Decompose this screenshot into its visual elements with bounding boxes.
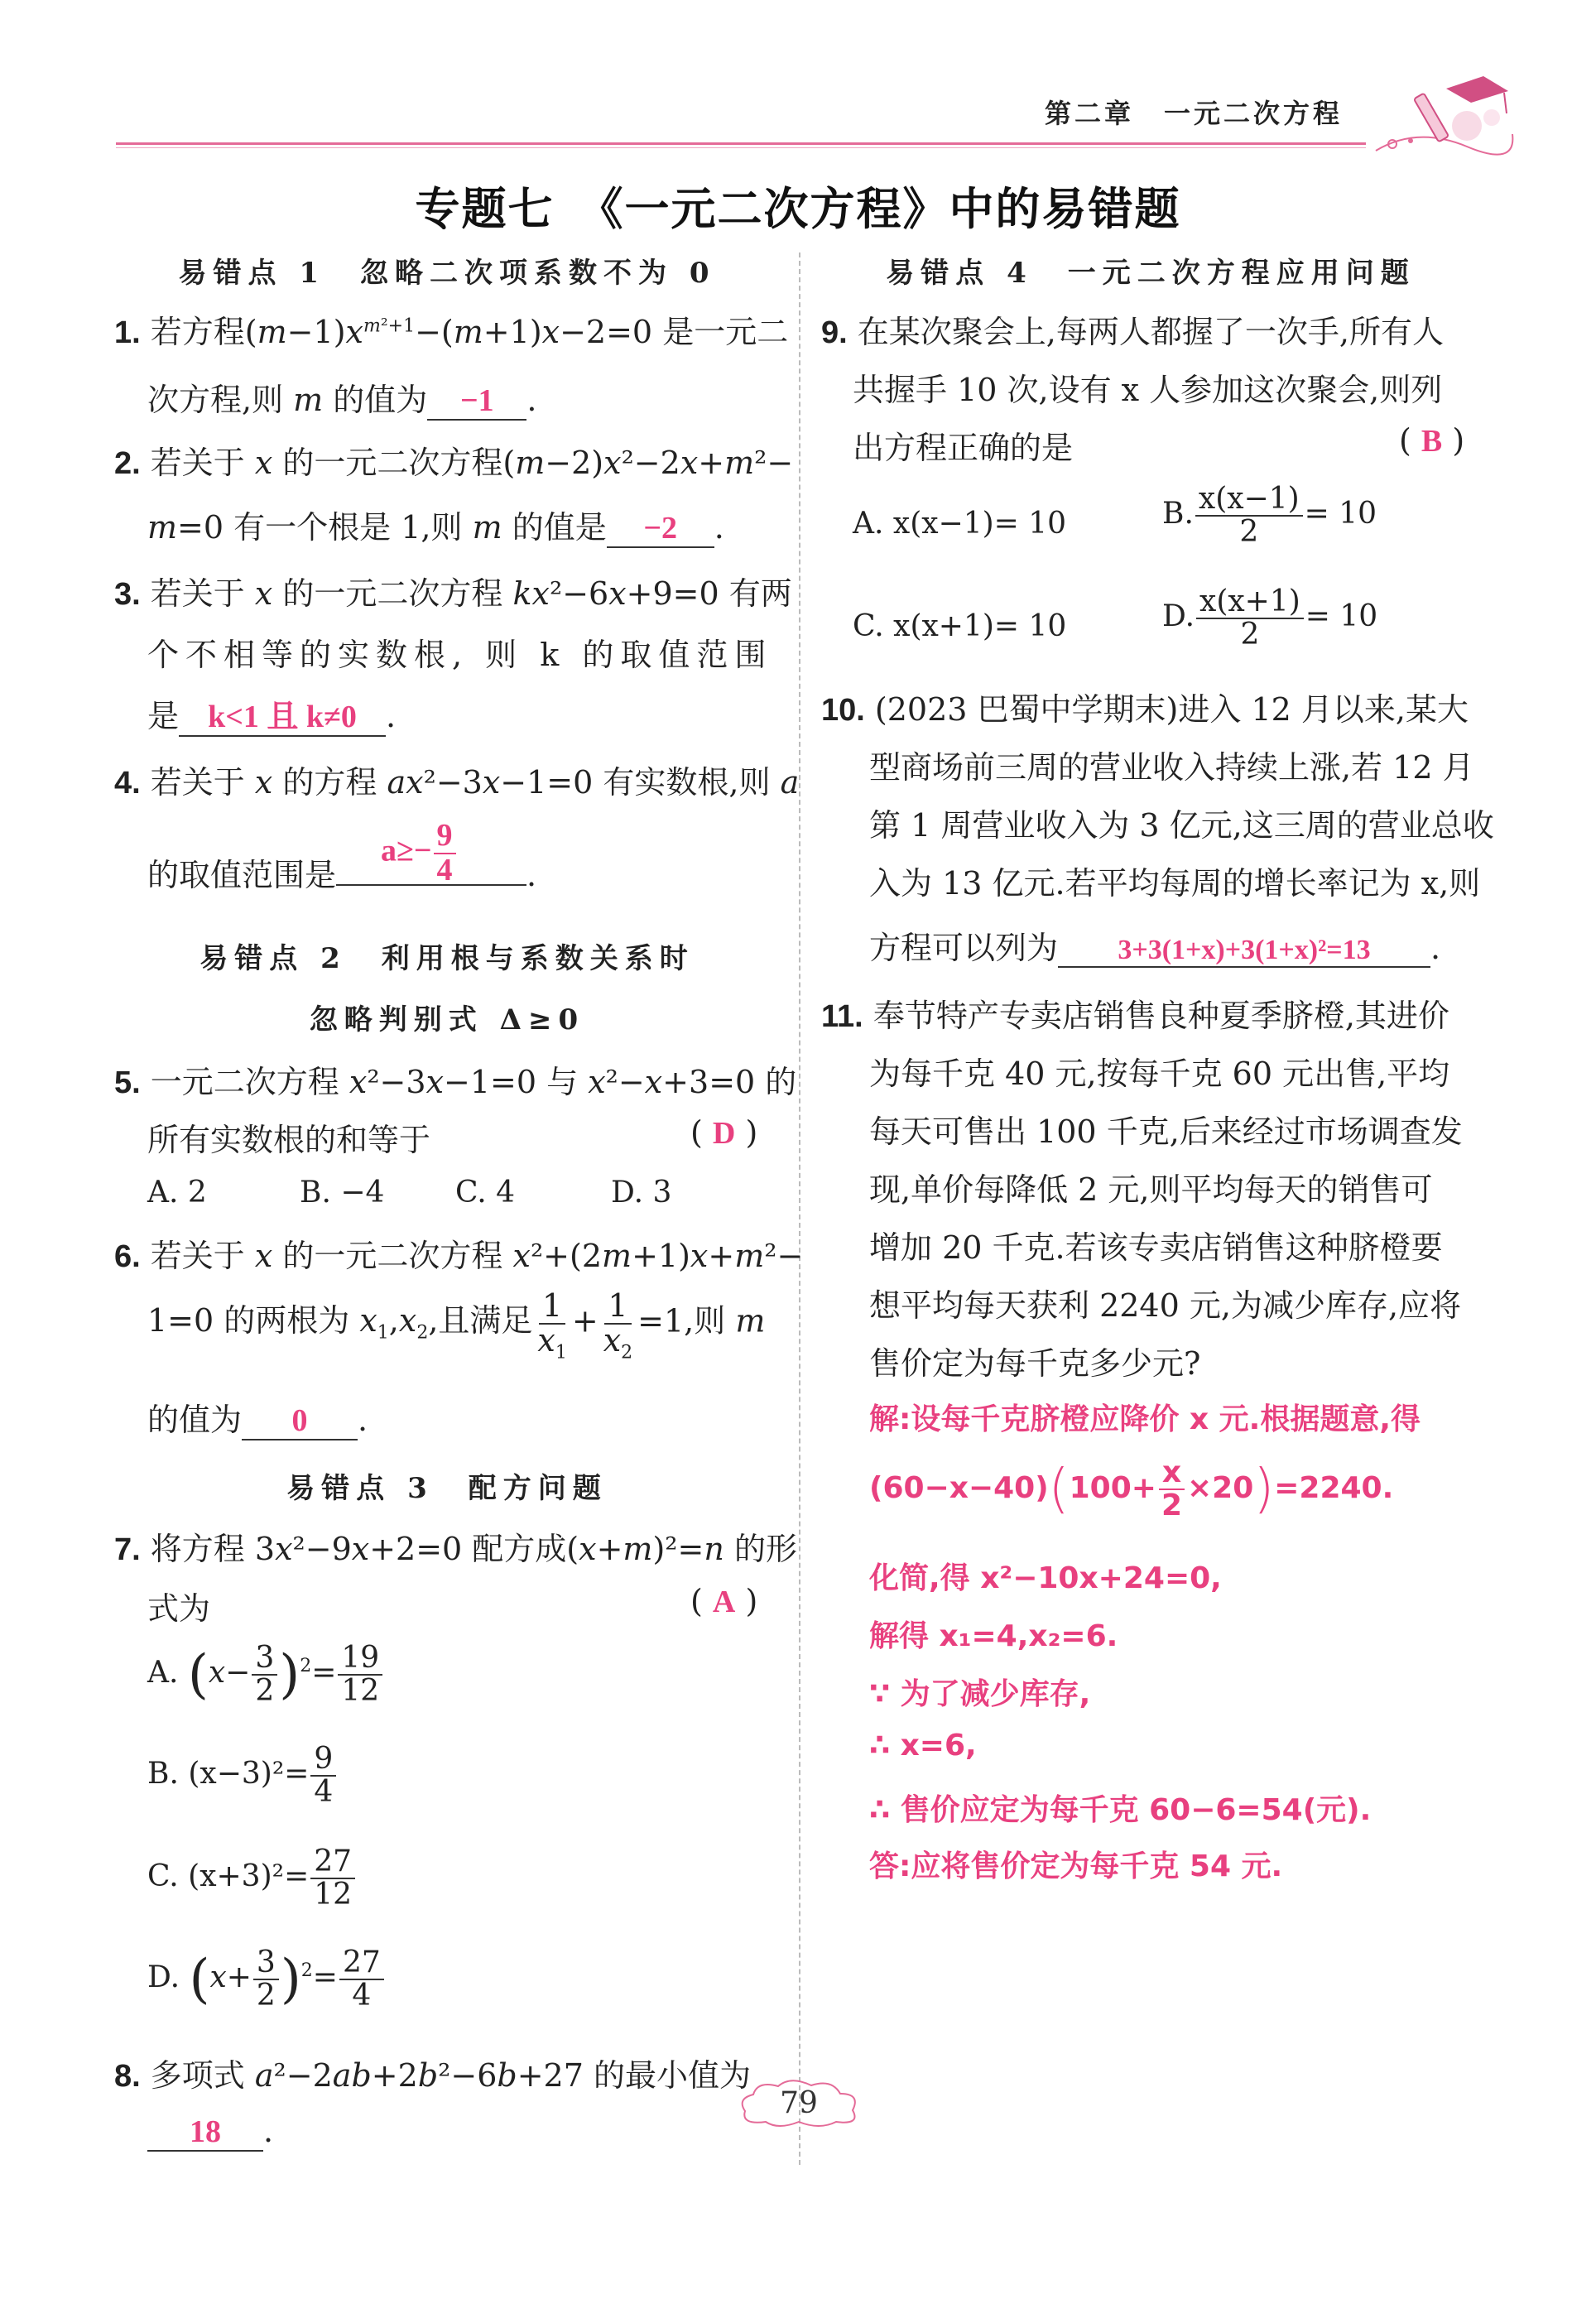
q8-answer-blank[interactable] <box>147 2114 263 2152</box>
q11-line2: 为每千克 40 元,按每千克 60 元出售,平均 <box>869 1056 1450 1092</box>
chapter-header: 第二章 一元二次方程 <box>1045 98 1344 129</box>
q4-line2-text: 的取值范围是 <box>147 857 337 893</box>
q9-option-d-den: 2 <box>1240 617 1260 652</box>
q9-answer: B <box>1421 424 1443 459</box>
solution-frac-num: x <box>1159 1457 1185 1490</box>
q7-answer: A <box>712 1585 736 1619</box>
section-1-heading: 易错点 1 忽略二次项系数不为 0 <box>178 257 716 290</box>
q7-option-c-den: 12 <box>314 1877 353 1912</box>
q5-option-b[interactable]: B. −4 <box>300 1176 385 1210</box>
solution-line2-part3: ×20 <box>1187 1470 1254 1505</box>
q6-answer-blank[interactable] <box>242 1403 358 1440</box>
q9-option-b-num: x(x−1) <box>1195 483 1303 517</box>
q4-number: 4. <box>114 766 141 801</box>
solution-frac-den: 2 <box>1161 1488 1182 1522</box>
q6-line3: 的值为 0 . <box>147 1394 368 1440</box>
section-2-subheading: 忽略判别式 Δ≥0 <box>309 1003 585 1036</box>
solution-line5: ∵ 为了减少库存, <box>869 1677 1091 1711</box>
q7-option-d-num: 3 <box>253 1947 279 1980</box>
q7-option-a-num: 3 <box>252 1642 277 1676</box>
q4-answer-num: 9 <box>434 820 456 854</box>
q9-option-a[interactable]: A. x(x−1)= 10 <box>853 507 1067 541</box>
q8-answer: 18 <box>190 2114 221 2149</box>
solution-line3: 化简,得 x²−10x+24=0, <box>869 1561 1222 1595</box>
q4-answer-prefix: a≥− <box>381 833 432 868</box>
q10-line1 <box>821 684 1469 729</box>
page-title: 专题七 《一元二次方程》中的易错题 <box>415 182 1181 235</box>
q10-line4: 入为 13 亿元.若平均每周的增长率记为 x,则 <box>869 865 1481 902</box>
q5-answer-paren[interactable]: ( D ) <box>690 1114 758 1151</box>
q9-answer-paren[interactable]: ( B ) <box>1399 422 1465 459</box>
q7-option-a-den: 2 <box>255 1673 275 1708</box>
q6-answer: 0 <box>291 1403 308 1438</box>
q10-line1-text: (2023 巴蜀中学期末)进入 12 月以来,某大 <box>874 691 1469 728</box>
q7-option-a-rhs-num: 19 <box>338 1642 382 1676</box>
q9-option-b-rhs: = 10 <box>1304 496 1377 531</box>
q9-option-b-den: 2 <box>1239 514 1259 549</box>
q8-line1: 8. 多项式 a²−2ab+2b²−6b+27 的最小值为 <box>114 2057 751 2094</box>
q7-option-b-inner: (x−3)²= <box>188 1756 310 1791</box>
q1-answer-blank[interactable] <box>427 383 526 421</box>
q8-number: 8. <box>114 2059 141 2094</box>
q3-line3: 是 k<1 且 k≠0 . <box>147 690 396 737</box>
q4-line2: 的取值范围是 . a≥− $\frac{9}{4}$ <box>147 818 537 893</box>
q7-answer-paren[interactable]: ( A ) <box>690 1583 758 1619</box>
q4-answer-den: 4 <box>436 852 453 887</box>
q1-answer: −1 <box>459 383 494 418</box>
q11-number: 11. <box>821 999 863 1034</box>
q7-option-d-rhs-num: 27 <box>339 1947 384 1980</box>
q3-line2: 个不相等的实数根, 则 k 的取值范围 <box>147 637 773 673</box>
q1-number: 1. <box>114 315 141 350</box>
q7-option-a-inner: x− <box>208 1655 251 1690</box>
q3-line3-text: 是 <box>147 698 180 734</box>
q7-option-c-num: 27 <box>310 1846 355 1879</box>
q7-option-d[interactable]: D. (x+ $\frac{3}{2}$ )$^2$= $\frac{27}{4}$ <box>147 1947 386 2012</box>
q11-line6: 想平均每天获利 2240 元,为减少库存,应将 <box>869 1287 1462 1324</box>
q6-line1: 6. 若关于 x 的一元二次方程 x²+(2m+1)x+m²− <box>114 1238 804 1274</box>
solution-line7: ∴ 售价应定为每千克 60−6=54(元). <box>869 1793 1372 1827</box>
q2-line2: m=0 有一个根是 1,则 m 的值是 −2 . <box>147 502 724 548</box>
q9-option-d-num: x(x+1) <box>1196 586 1304 619</box>
q7-line2: 式为 <box>147 1590 211 1627</box>
header-rule <box>116 142 1366 145</box>
q6-line3-text: 的值为 <box>147 1402 243 1438</box>
q5-line2: 所有实数根的和等于 <box>147 1122 431 1158</box>
q4-answer <box>381 820 458 887</box>
q7-option-b[interactable] <box>147 1743 338 1808</box>
q11-line5: 增加 20 千克.若该专卖店销售这种脐橙要 <box>869 1229 1443 1266</box>
q3-number: 3. <box>114 577 141 612</box>
q10-number: 10. <box>821 693 865 728</box>
q5-line1: 5. 一元二次方程 x²−3x−1=0 与 x²−x+3=0 的 <box>114 1064 797 1100</box>
page-number: 79 <box>780 2086 818 2120</box>
q6-number: 6. <box>114 1239 141 1274</box>
q5-answer: D <box>712 1116 736 1151</box>
q9-line2: 共握手 10 次,设有 x 人参加这次聚会,则列 <box>853 372 1443 408</box>
q7-option-d-inner: x+ <box>209 1960 252 1994</box>
q5-option-c[interactable]: C. 4 <box>455 1176 516 1210</box>
q4-line1: 4. 若关于 x 的方程 ax²−3x−1=0 有实数根,则 a <box>114 764 800 801</box>
q7-option-a-rhs-den: 12 <box>341 1673 380 1708</box>
q7-option-c[interactable] <box>147 1846 357 1911</box>
q10-line5-text: 方程可以列为 <box>869 930 1059 966</box>
q10-answer-blank[interactable] <box>1058 931 1430 968</box>
q3-answer: k<1 且 k≠0 <box>208 700 357 734</box>
q7-option-b-label: B. <box>147 1756 179 1791</box>
q11-line4: 现,单价每降低 2 元,则平均每天的销售可 <box>869 1171 1433 1208</box>
q8-line2: 18 . <box>147 2113 273 2152</box>
solution-line6: ∴ x=6, <box>869 1729 977 1763</box>
q5-option-d[interactable]: D. 3 <box>611 1176 672 1210</box>
q7-option-d-label: D. <box>147 1960 180 1994</box>
q9-option-d-label: D. <box>1162 599 1195 633</box>
q6-line2: 1=0 的两根为 $x_1,x_2$,且满足 $\frac{1}{x_1}$ + $\frac{1}{x_2}$ =1,则 m <box>147 1287 766 1364</box>
q3-line1: 3. 若关于 x 的一元二次方程 kx²−6x+9=0 有两 <box>114 575 792 612</box>
q2-answer: −2 <box>643 511 678 546</box>
q9-option-d-rhs: = 10 <box>1305 599 1378 633</box>
q10-line2: 型商场前三周的营业收入持续上涨,若 12 月 <box>869 749 1474 786</box>
solution-line2-part1: (60−x−40) <box>869 1470 1049 1505</box>
q9-option-b[interactable] <box>1162 483 1377 548</box>
q7-option-b-num: 9 <box>310 1743 336 1777</box>
solution-line2-part2: 100+ <box>1069 1470 1156 1505</box>
q7-option-a[interactable]: A. (x− $\frac{3}{2}$ )$^2$= $\frac{19}{12}$ <box>147 1642 384 1707</box>
q7-number: 7. <box>114 1532 141 1567</box>
q9-line3: 出方程正确的是 <box>853 430 1074 466</box>
q7-option-d-den: 2 <box>256 1978 276 2013</box>
solution-line1: 解:设每千克脐橙应降价 x 元.根据题意,得 <box>869 1402 1421 1436</box>
q7-option-d-rhs-den: 4 <box>352 1978 372 2013</box>
q9-line1-text: 在某次聚会上,每两人都握了一次手,所有人 <box>857 314 1444 350</box>
solution-line2-part4: =2240. <box>1274 1470 1394 1505</box>
q3-answer-blank[interactable] <box>179 700 386 737</box>
q5-option-a[interactable]: A. 2 <box>147 1176 207 1210</box>
section-4-heading: 易错点 4 一元二次方程应用问题 <box>886 257 1416 290</box>
q9-option-c[interactable]: C. x(x+1)= 10 <box>853 609 1067 643</box>
solution-line2: (60−x−40)(100+ $\frac{x}{2}$ ×20)=2240. <box>869 1455 1394 1522</box>
header-rule-thin <box>116 147 1366 148</box>
q10-answer: 3+3(1+x)+3(1+x)²=13 <box>1118 935 1371 965</box>
q5-number: 5. <box>114 1065 141 1100</box>
solution-line4: 解得 x₁=4,x₂=6. <box>869 1619 1118 1653</box>
pencil-graduation-cap-icon <box>1368 68 1517 159</box>
q7-option-c-inner: (x+3)²= <box>188 1859 310 1893</box>
q9-number: 9. <box>821 315 848 350</box>
q7-line1: 7. 将方程 3x²−9x+2=0 配方成(x+m)²=n 的形 <box>114 1531 797 1567</box>
q9-option-b-label: B. <box>1162 496 1194 531</box>
q10-line3: 第 1 周营业收入为 3 亿元,这三周的营业总收 <box>869 807 1494 844</box>
q11-line7: 售价定为每千克多少元? <box>869 1345 1201 1382</box>
q11-line3: 每天可售出 100 千克,后来经过市场调查发 <box>869 1113 1463 1150</box>
q7-option-a-label: A. <box>147 1655 179 1690</box>
q2-number: 2. <box>114 446 141 481</box>
section-2-heading: 易错点 2 利用根与系数关系时 <box>200 942 695 975</box>
section-3-heading: 易错点 3 配方问题 <box>286 1472 608 1505</box>
q9-option-d[interactable] <box>1162 586 1377 651</box>
q11-line1 <box>821 990 1449 1036</box>
column-divider <box>799 252 800 2165</box>
q1-line2: 次方程,则 m 的值为 −1 . <box>147 374 536 421</box>
q2-answer-blank[interactable] <box>607 511 714 548</box>
q2-line1: 2. 若关于 x 的一元二次方程(m−2)x²−2x+m²− <box>114 445 794 481</box>
solution-line8: 答:应将售价定为每千克 54 元. <box>869 1849 1283 1883</box>
q10-line5: 方程可以列为 3+3(1+x)+3(1+x)²=13 . <box>869 930 1441 966</box>
q11-line1-text: 奉节特产专卖店销售良种夏季脐橙,其进价 <box>873 998 1449 1034</box>
q7-option-b-den: 4 <box>314 1774 334 1809</box>
q1-line1: 1. 若方程$(m-1)x^{m^2+1}-(m+1)x-2=0$ 是一元二 <box>114 314 789 350</box>
q7-option-c-label: C. <box>147 1859 179 1893</box>
q9-line1 <box>821 306 1444 352</box>
